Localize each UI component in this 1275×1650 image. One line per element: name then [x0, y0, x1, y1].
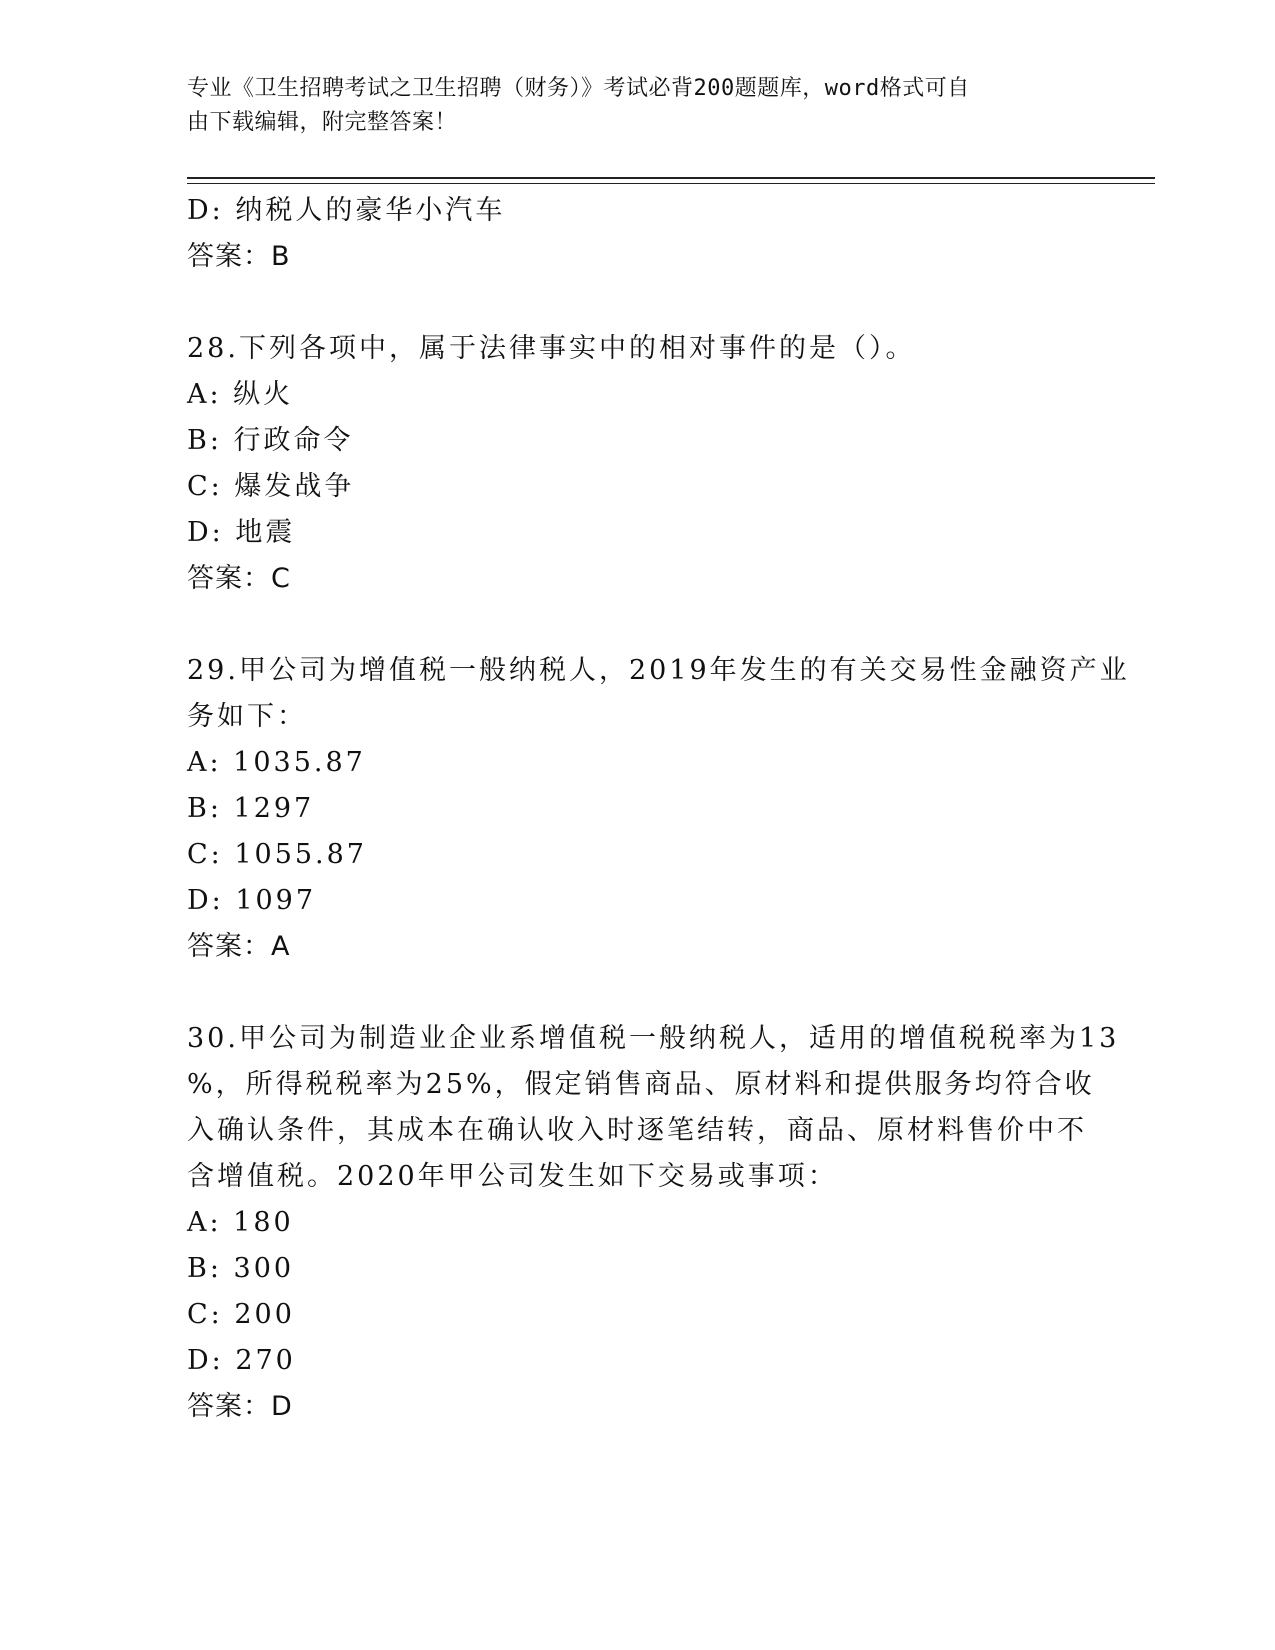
answer: 答案：C — [187, 563, 291, 594]
option-a: A: 180 — [187, 1207, 294, 1238]
answer: 答案：D — [187, 1391, 293, 1422]
option-b: B: 1297 — [187, 793, 315, 824]
document-header — [187, 72, 1067, 140]
header-divider-thick — [187, 177, 1155, 179]
previous-option-d: D: 纳税人的豪华小汽车 — [187, 195, 506, 226]
option-c: C: 爆发战争 — [187, 471, 355, 502]
spacer — [187, 602, 1087, 648]
question-stem-continued: 含增值税。2020年甲公司发生如下交易或事项： — [187, 1161, 838, 1192]
option-c: C: 1055.87 — [187, 839, 367, 870]
answer: 答案：A — [187, 931, 291, 962]
question-block — [187, 648, 1130, 970]
header-line-1: 专业《卫生招聘考试之卫生招聘（财务）》考试必背200题题库，word格式可自 — [187, 76, 970, 101]
question-list — [187, 188, 1130, 1430]
option-b: B: 行政命令 — [187, 425, 354, 456]
question-stem: 29.甲公司为增值税一般纳税人，2019年发生的有关交易性金融资产业 — [187, 655, 1130, 686]
question-block — [187, 1016, 1120, 1430]
option-a: A: 1035.87 — [187, 747, 366, 778]
option-a: A: 纵火 — [187, 379, 294, 410]
question-stem: 30.甲公司为制造业企业系增值税一般纳税人，适用的增值税税率为13 — [187, 1023, 1120, 1054]
question-stem-continued: 入确认条件，其成本在确认收入时逐笔结转，商品、原材料售价中不 — [187, 1115, 1087, 1146]
option-d: D: 270 — [187, 1345, 296, 1376]
question-stem-continued: %，所得税税率为25%，假定销售商品、原材料和提供服务均符合收 — [187, 1069, 1095, 1100]
spacer — [187, 280, 1087, 326]
option-d: D: 地震 — [187, 517, 296, 548]
option-c: C: 200 — [187, 1299, 295, 1330]
question-stem-continued: 务如下： — [187, 701, 307, 732]
question-block — [187, 326, 1087, 602]
option-d: D: 1097 — [187, 885, 317, 916]
header-line-2: 由下载编辑，附完整答案！ — [187, 110, 458, 135]
spacer — [187, 970, 1087, 1016]
previous-answer: 答案：B — [187, 241, 291, 272]
header-divider-thin — [187, 183, 1155, 184]
question-stem: 28.下列各项中，属于法律事实中的相对事件的是（）。 — [187, 333, 916, 364]
option-b: B: 300 — [187, 1253, 295, 1284]
